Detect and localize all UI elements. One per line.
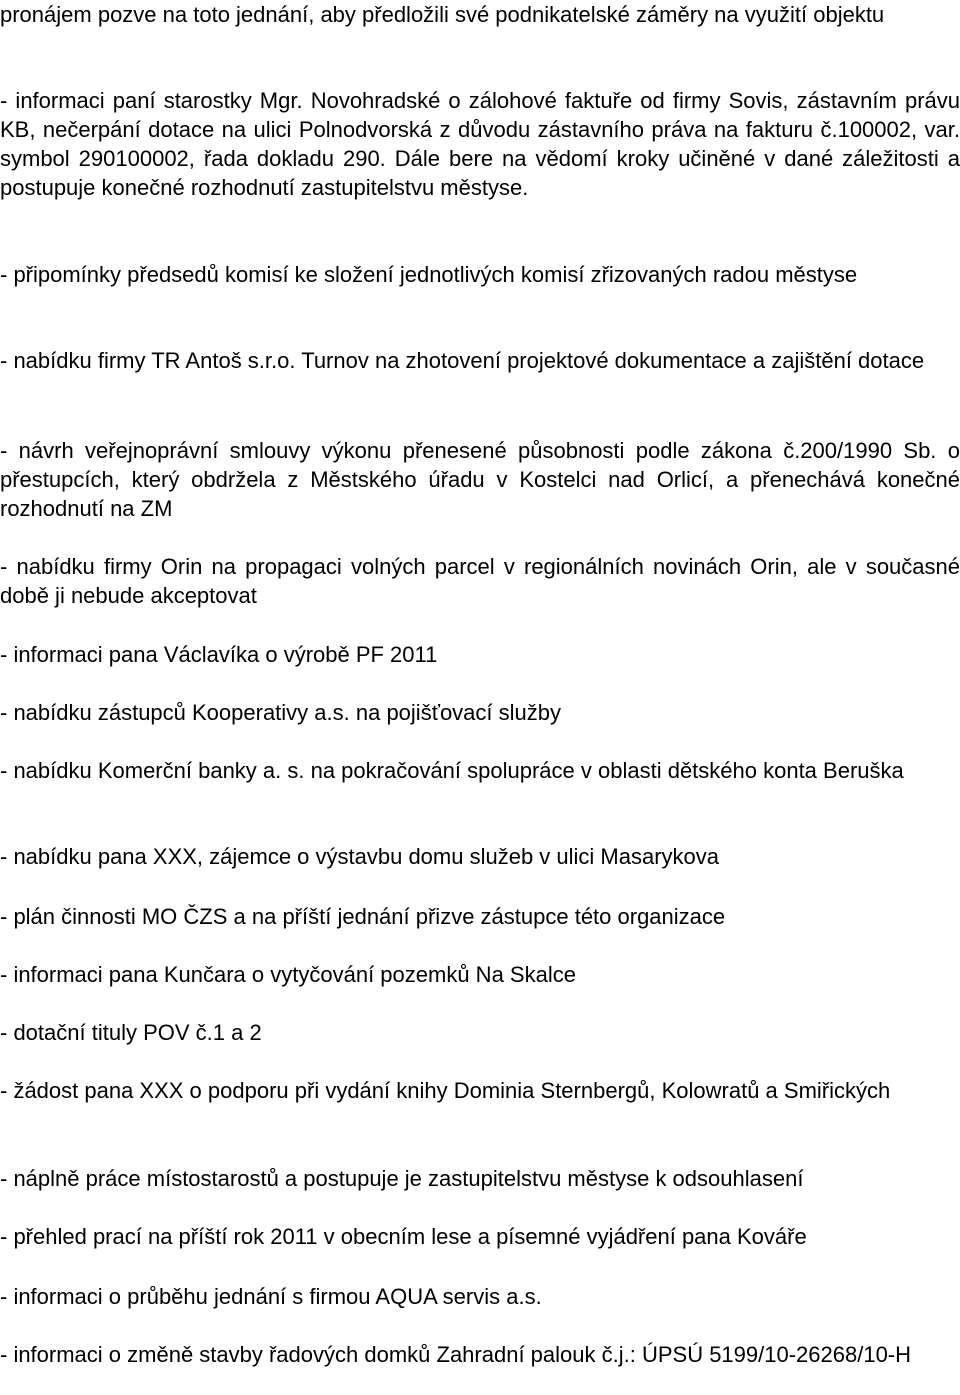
paragraph-17: - informaci o průběhu jednání s firmou AQUA servis a.s. [0, 1284, 542, 1309]
paragraph-13: - dotační tituly POV č.1 a 2 [0, 1020, 262, 1045]
paragraph-10: - nabídku pana XXX, zájemce o výstavbu domu služeb v ulici Masarykova [0, 844, 720, 869]
paragraph-18: - informaci o změně stavby řadových domků Zahradní palouk č.j.: ÚPSÚ 5199/10-26268/10-H [0, 1342, 912, 1367]
paragraph-16: - přehled prací na příští rok 2011 v obecním lese a písemné vyjádření pana Kováře [0, 1224, 807, 1249]
paragraph-3: - připomínky předsedů komisí ke složení jednotlivých komisí zřizovaných radou městyse [0, 262, 858, 287]
paragraph-6: - nabídku firmy Orin na propagaci volných parcel v regionálních novinách Orin, ale v současné době ji nebude akceptovat [0, 554, 960, 608]
paragraph-15: - náplně práce místostarostů a postupuje je zastupitelstvu městyse k odsouhlasení [0, 1166, 804, 1191]
paragraph-2: - informaci paní starostky Mgr. Novohradské o zálohové faktuře od firmy Sovis, zástavním právu KB, nečerpání dotace na ulici Polnodvorská z důvodu zástavního práva na fakturu č.100002, var. symbol 290100002, řada dokladu 290. Dále bere na vědomí kroky učiněné v dané záležitosti a postupuje konečné rozhodnutí zastupitelstvu městyse. [0, 88, 960, 200]
paragraph-4: - nabídku firmy TR Antoš s.r.o. Turnov na zhotovení projektové dokumentace a zajištění dotace [0, 348, 925, 373]
paragraph-8: - nabídku zástupců Kooperativy a.s. na pojišťovací služby [0, 700, 561, 725]
paragraph-14: - žádost pana XXX o podporu při vydání knihy Dominia Sternbergů, Kolowratů a Smiřických [0, 1078, 891, 1103]
paragraph-5: - návrh veřejnoprávní smlouvy výkonu přenesené působnosti podle zákona č.200/1990 Sb. o přestupcích, který obdržela z Městského úřadu v Kostelci nad Orlicí, a přenechává konečné rozhodnutí na ZM [0, 438, 960, 521]
paragraph-9: - nabídku Komerční banky a. s. na pokračování spolupráce v oblasti dětského konta Beruška [0, 758, 904, 783]
paragraph-1: pronájem pozve na toto jednání, aby předložili své podnikatelské záměry na využití objektu [0, 2, 885, 27]
paragraph-12: - informaci pana Kunčara o vytyčování pozemků Na Skalce [0, 962, 576, 987]
paragraph-7: - informaci pana Václavíka o výrobě PF 2011 [0, 642, 438, 667]
paragraph-11: - plán činnosti MO ČZS a na příští jednání přizve zástupce této organizace [0, 904, 726, 929]
